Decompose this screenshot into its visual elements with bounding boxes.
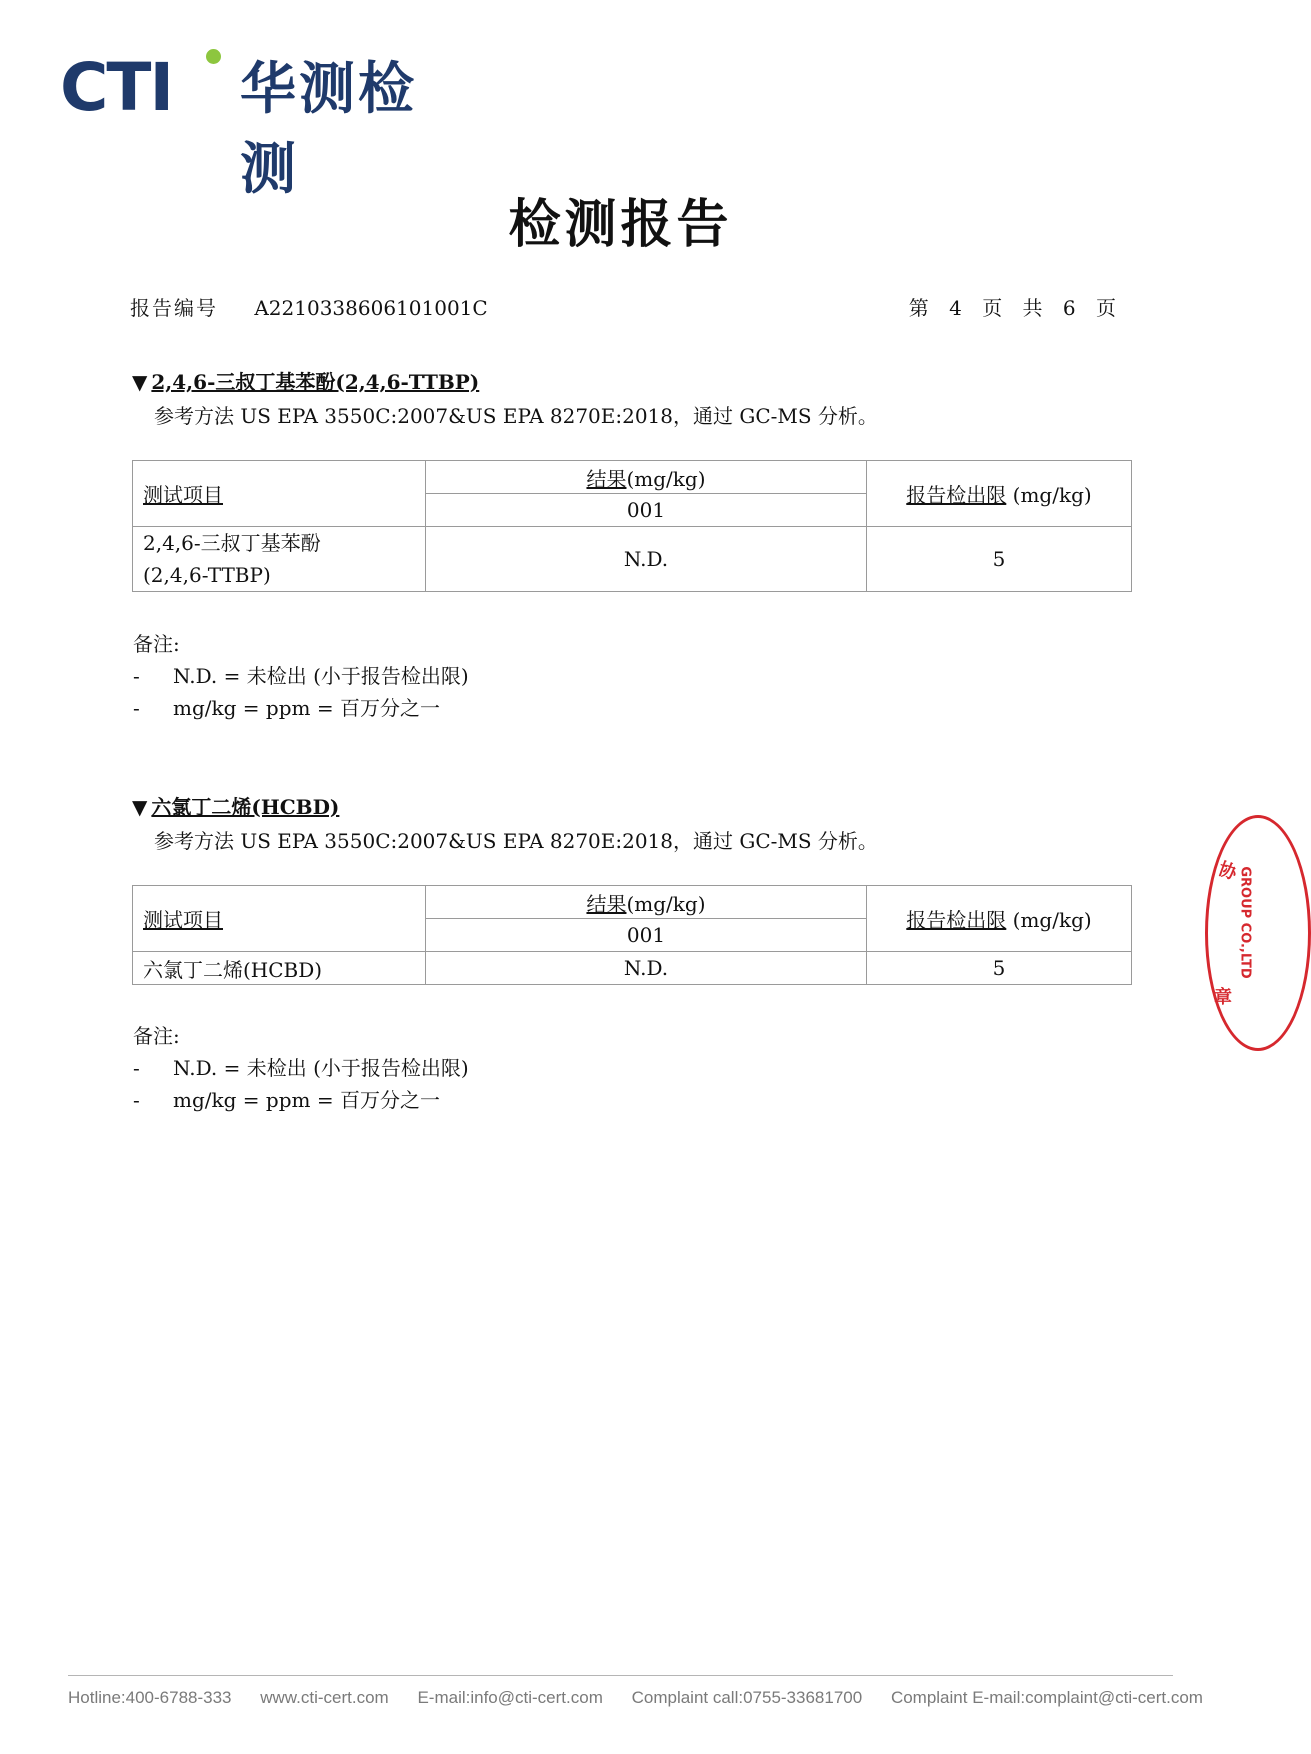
col-header-result: 结果(mg/kg) <box>426 461 867 494</box>
row-limit: 5 <box>867 952 1132 985</box>
note-item: - mg/kg = ppm = 百万分之一 <box>133 1088 440 1112</box>
notes-hcbd <box>133 1020 469 1116</box>
report-number-row <box>130 294 488 322</box>
footer-website: www.cti-cert.com <box>260 1688 389 1707</box>
note-item: - N.D. = 未检出 (小于报告检出限) <box>133 1056 469 1080</box>
report-number: A2210338606101001C <box>254 296 488 320</box>
seal-text: GROUP CO.,LTD <box>1237 866 1253 979</box>
seal-text: 协 <box>1215 858 1240 885</box>
col-header-sample: 001 <box>426 494 867 527</box>
col-header-sample: 001 <box>426 919 867 952</box>
footer-complaint-email: Complaint E-mail:complaint@cti-cert.com <box>890 1688 1203 1707</box>
table-row <box>133 527 1132 592</box>
section-heading <box>132 793 1130 821</box>
page-title: 检测报告 <box>508 194 733 255</box>
results-table-hcbd <box>132 885 1132 985</box>
section-name: 2,4,6-三叔丁基苯酚(2,4,6-TTBP) <box>151 370 480 394</box>
section-heading <box>132 368 1130 396</box>
section-name: 六氯丁二烯(HCBD) <box>151 795 340 819</box>
footer-hotline: Hotline:400-6788-333 <box>68 1688 232 1707</box>
section-ttbp <box>130 368 1130 430</box>
col-header-result: 结果(mg/kg) <box>426 886 867 919</box>
company-seal-stamp <box>1205 815 1255 1045</box>
method-text: 参考方法 US EPA 3550C:2007&US EPA 8270E:2018，通过 GC-MS 分析。 <box>154 404 878 428</box>
row-limit: 5 <box>867 527 1132 592</box>
notes-ttbp <box>133 628 469 724</box>
footer-divider <box>68 1675 1173 1676</box>
seal-text: 章 <box>1214 987 1232 1008</box>
notes-label: 备注: <box>133 632 180 656</box>
footer <box>68 1686 1203 1710</box>
row-item: 六氯丁二烯(HCBD) <box>133 952 426 985</box>
row-result: N.D. <box>426 527 867 592</box>
col-header-limit: 报告检出限 (mg/kg) <box>867 461 1132 527</box>
section-hcbd <box>130 793 1130 855</box>
results-table-ttbp <box>132 460 1132 592</box>
logo-brand: CTI <box>60 49 173 126</box>
row-result: N.D. <box>426 952 867 985</box>
company-logo <box>60 48 460 202</box>
logo-dot <box>206 49 221 64</box>
footer-email: E-mail:info@cti-cert.com <box>417 1688 603 1707</box>
row-item: 2,4,6-三叔丁基苯酚 (2,4,6-TTBP) <box>133 527 426 592</box>
triangle-bullet-icon: ▼ <box>132 795 148 819</box>
col-header-limit: 报告检出限 (mg/kg) <box>867 886 1132 952</box>
triangle-bullet-icon: ▼ <box>132 370 148 394</box>
report-number-label: 报告编号 <box>130 296 218 320</box>
col-header-item: 测试项目 <box>133 461 426 527</box>
method-text: 参考方法 US EPA 3550C:2007&US EPA 8270E:2018，通过 GC-MS 分析。 <box>154 829 878 853</box>
notes-label: 备注: <box>133 1024 180 1048</box>
col-header-item: 测试项目 <box>133 886 426 952</box>
seal-ring <box>1205 815 1311 1051</box>
logo-name-cn: 华测检测 <box>240 57 417 202</box>
note-item: - N.D. = 未检出 (小于报告检出限) <box>133 664 469 688</box>
note-item: - mg/kg = ppm = 百万分之一 <box>133 696 440 720</box>
footer-complaint-call: Complaint call:0755-33681700 <box>631 1688 863 1707</box>
table-row <box>133 952 1132 985</box>
page-info: 第 4 页 共 6 页 <box>908 296 1123 320</box>
